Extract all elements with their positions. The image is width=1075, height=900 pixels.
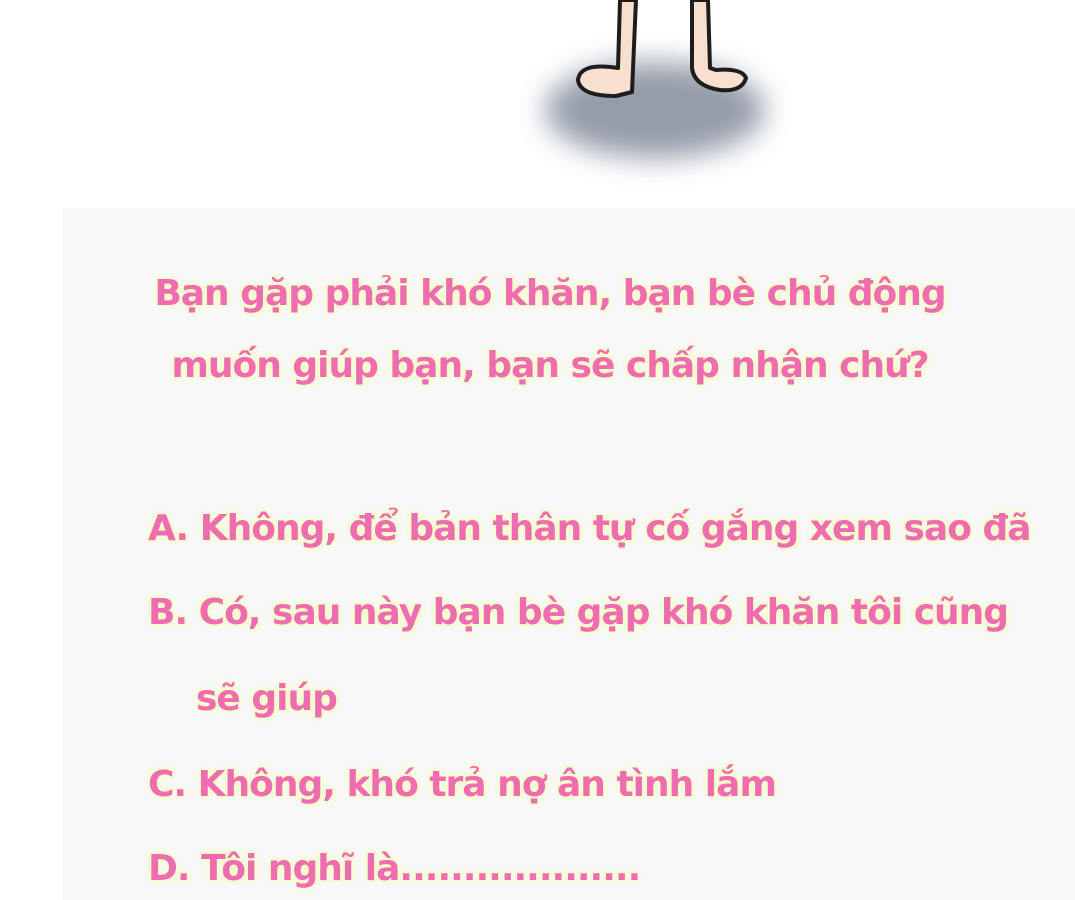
option-a: A. Không, để bản thân tự cố gắng xem sao đã [148,508,1031,549]
right-leg [692,0,746,90]
question-line-1: Bạn gặp phải khó khăn, bạn bè chủ động [154,273,946,314]
option-d: D. Tôi nghĩ là................... [148,848,641,889]
left-leg [578,0,636,96]
option-c: C. Không, khó trả nợ ân tình lắm [148,764,776,805]
option-b: B. Có, sau này bạn bè gặp khó khăn tôi cũng [148,592,1009,633]
option-b-continued: sẽ giúp [196,678,337,719]
character-feet-illustration [520,0,800,200]
question-line-2: muốn giúp bạn, bạn sẽ chấp nhận chứ? [171,345,929,386]
question-text [100,258,1000,402]
